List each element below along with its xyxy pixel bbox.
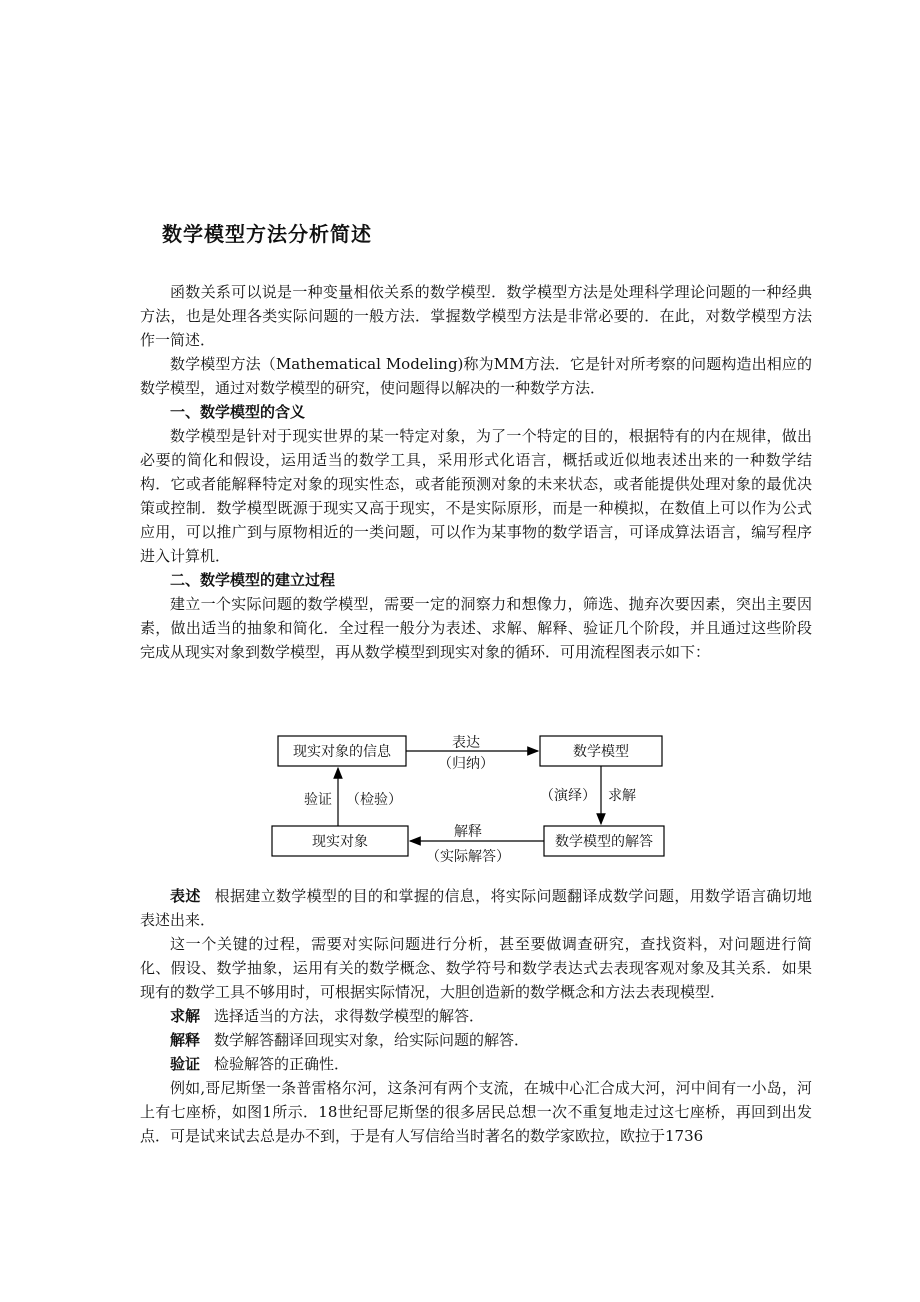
step-solve-term: 求解 <box>170 1007 201 1025</box>
step-verify-term: 验证 <box>170 1055 201 1073</box>
step-interpret-paragraph <box>140 1028 812 1052</box>
edge-express-sublabel: （归纳） <box>438 756 494 772</box>
step-solve-paragraph <box>140 1004 812 1028</box>
intro-paragraph-2: 数学模型方法（Mathematical Modeling)称为MM方法．它是针对所考察的问题构造出相应的数学模型，通过对数学模型的研究，使问题得以解决的一种数学方法． <box>140 355 812 397</box>
node-real-object-label: 现实对象 <box>312 834 368 850</box>
step-interpret-term: 解释 <box>170 1031 201 1049</box>
step-interpret-text: 数学解答翻译回现实对象，给实际问题的解答． <box>214 1031 530 1049</box>
step-express-term: 表述 <box>170 887 201 905</box>
meaning-paragraph: 数学模型是针对于现实世界的某一特定对象，为了一个特定的目的，根据特有的内在规律，做出必要的简化和假设，运用适当的数学工具，采用形式化语言，概括或近似地表述出来的一种数学结构．它或者能解释特定对象的现实性态，或者能预测对象的未来状态，或者能提供处理对象的最优决策或控制．数学模型既源于现实又高于现实，不是实际原形，而是一种模拟，在数值上可以作为公式应用，可以推广到与原物相近的一类问题，可以作为某事物的数学语言，可译成算法语言，编写程序进入计算机． <box>140 427 812 565</box>
modeling-flowchart <box>260 728 680 868</box>
edge-solve-left-label: （演绎） <box>540 788 596 804</box>
edge-verify-right-label: （检验） <box>346 792 402 808</box>
edge-solve-right-label: 求解 <box>608 788 636 804</box>
step-verify-text: 检验解答的正确性． <box>214 1055 350 1073</box>
section-heading-meaning: 一、数学模型的含义 <box>170 403 306 421</box>
edge-interpret-label: 解释 <box>454 824 482 840</box>
example-paragraph: 例如,哥尼斯堡一条普雷格尔河，这条河有两个支流，在城中心汇合成大河，河中间有一小岛，河上有七座桥，如图1所示．18世纪哥尼斯堡的很多居民总想一次不重复地走过这七座桥，再回到出发点．可是试来试去总是办不到，于是有人写信给当时著名的数学家欧拉，欧拉于1736 <box>140 1079 812 1145</box>
intro-paragraph-1: 函数关系可以说是一种变量相依关系的数学模型．数学模型方法是处理科学理论问题的一种经典方法，也是处理各类实际问题的一般方法．掌握数学模型方法是非常必要的．在此，对数学模型方法作一简述． <box>140 283 812 349</box>
step-express-paragraph <box>140 884 812 932</box>
step-express-text: 根据建立数学模型的目的和掌握的信息，将实际问题翻译成数学问题，用数学语言确切地表述出来． <box>140 887 812 929</box>
edge-interpret-sublabel: （实际解答） <box>426 849 510 865</box>
node-math-model-label: 数学模型 <box>573 744 629 760</box>
intro-section <box>140 280 812 664</box>
edge-express-label: 表达 <box>452 735 480 751</box>
section-heading-process: 二、数学模型的建立过程 <box>170 571 336 589</box>
page-title: 数学模型方法分析简述 <box>162 222 372 246</box>
edge-verify-left-label: 验证 <box>304 792 332 808</box>
node-model-solution-label: 数学模型的解答 <box>555 834 653 850</box>
node-real-info-label: 现实对象的信息 <box>293 744 391 760</box>
steps-section <box>140 884 812 1148</box>
process-paragraph: 建立一个实际问题的数学模型，需要一定的洞察力和想像力，筛选、抛弃次要因素，突出主要因素，做出适当的抽象和简化．全过程一般分为表述、求解、解释、验证几个阶段，并且通过这些阶段完成从现实对象到数学模型，再从数学模型到现实对象的循环．可用流程图表示如下： <box>140 595 812 661</box>
step-solve-text: 选择适当的方法，求得数学模型的解答． <box>214 1007 485 1025</box>
key-process-paragraph: 这一个关键的过程，需要对实际问题进行分析，甚至要做调查研究，查找资料，对问题进行简化、假设、数学抽象，运用有关的数学概念、数学符号和数学表达式去表现客观对象及其关系．如果现有的数学工具不够用时，可根据实际情况，大胆创造新的数学概念和方法去表现模型． <box>140 935 812 1001</box>
step-verify-paragraph <box>140 1052 812 1076</box>
